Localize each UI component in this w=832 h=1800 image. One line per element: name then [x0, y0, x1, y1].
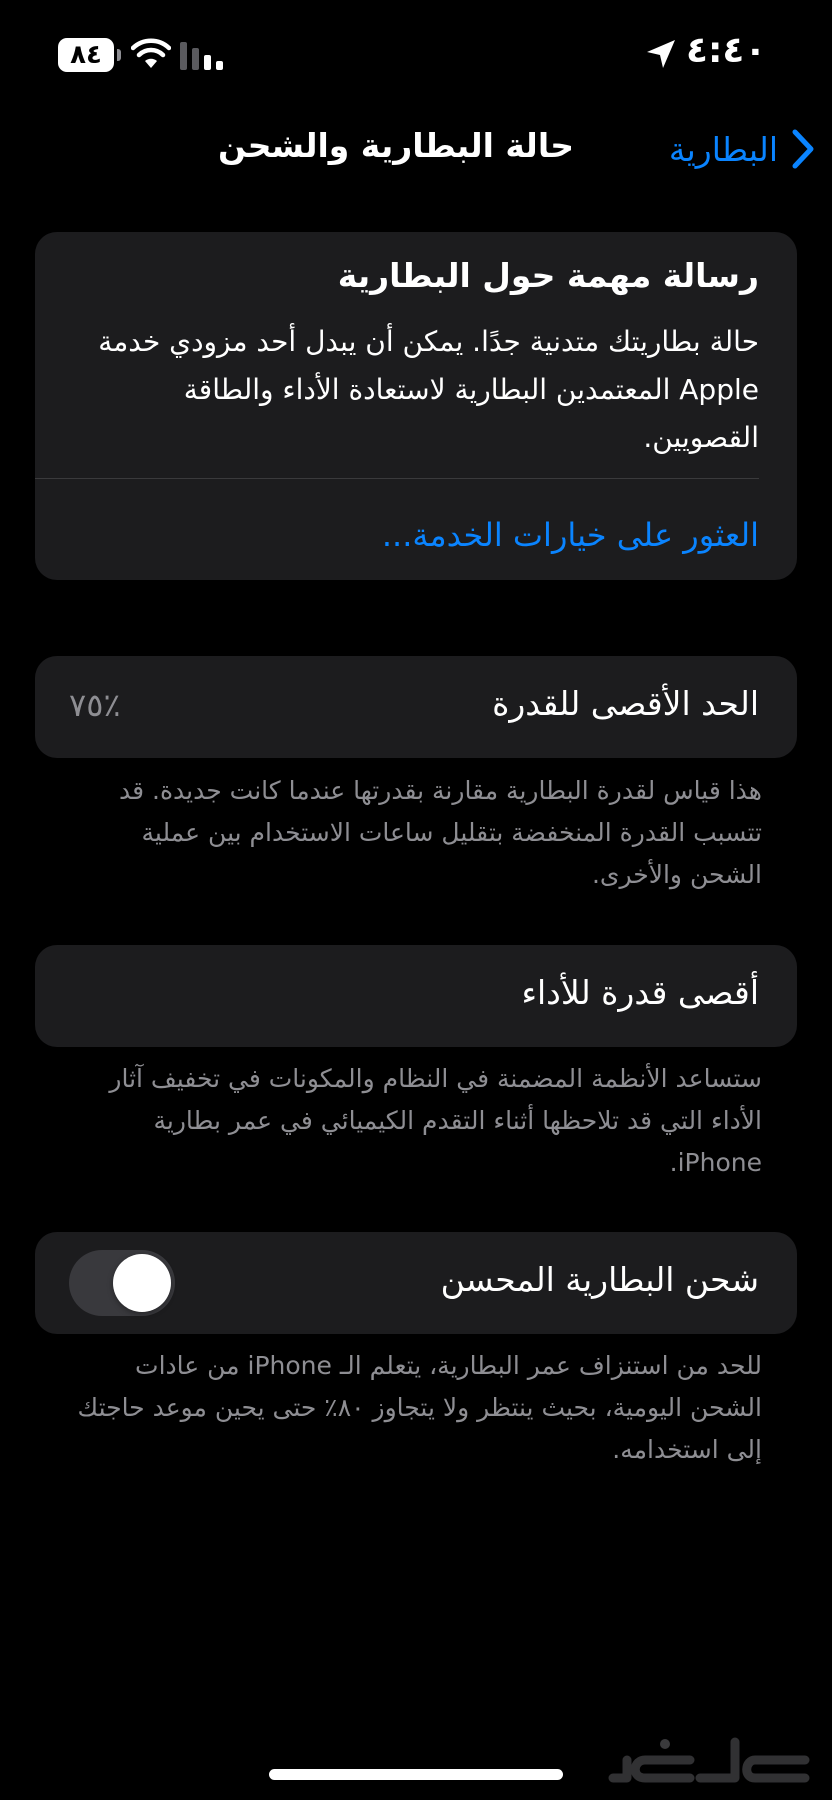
back-button[interactable] [669, 124, 816, 174]
max-capacity-label: الحد الأقصى للقدرة [492, 684, 759, 723]
status-time: ٤:٤٠ [686, 30, 767, 71]
peak-performance-footnote: ستساعد الأنظمة المضمنة في النظام والمكونات في تخفيف آثار الأداء التي قد تلاحظها أثناء التقدم الكيميائي في عمر بطارية iPhone. [109, 1064, 762, 1177]
toggle-knob [113, 1254, 171, 1312]
max-capacity-value: ٪٧٥ [69, 686, 121, 724]
cellular-signal-icon [180, 42, 226, 70]
status-bar [0, 0, 832, 110]
peak-performance-row [35, 945, 797, 1047]
max-capacity-footnote: هذا قياس لقدرة البطارية مقارنة بقدرتها عندما كانت جديدة. قد تتسبب القدرة المنخفضة بتقليل ساعات الاستخدام بين عملية الشحن والأخرى. [118, 776, 762, 889]
find-service-options-link[interactable]: العثور على خيارات الخدمة... [381, 516, 759, 554]
wifi-icon [131, 38, 171, 70]
optimized-charging-label: شحن البطارية المحسن [440, 1260, 759, 1299]
location-arrow-icon [645, 38, 677, 70]
message-body: حالة بطاريتك متدنية جدًا. يمكن أن يبدل أحد مزودي خدمة Apple المعتمدين البطارية لاستعادة الأداء والطاقة القصويين. [98, 325, 759, 454]
message-title: رسالة مهمة حول البطارية [337, 256, 759, 295]
haraj-logo-watermark [605, 1730, 815, 1790]
navigation-bar [0, 110, 832, 190]
battery-level: ٨٤ [70, 40, 102, 70]
battery-icon [58, 38, 114, 72]
optimized-charging-toggle[interactable] [69, 1250, 175, 1316]
optimized-charging-footnote: للحد من استنزاف عمر البطارية، يتعلم الـ iPhone من عادات الشحن اليومية، بحيث ينتظر ولا يتجاوز ٨٠٪ حتى يحين موعد حاجتك إلى استخدامه. [77, 1351, 762, 1464]
back-label: البطارية [668, 129, 778, 169]
divider [35, 478, 759, 479]
chevron-right-icon [790, 128, 816, 170]
optimized-charging-row [35, 1232, 797, 1334]
battery-message-card [35, 232, 797, 580]
page-title: حالة البطارية والشحن [218, 126, 574, 165]
peak-performance-label: أقصى قدرة للأداء [521, 973, 759, 1012]
home-indicator[interactable] [269, 1769, 563, 1780]
max-capacity-row [35, 656, 797, 758]
